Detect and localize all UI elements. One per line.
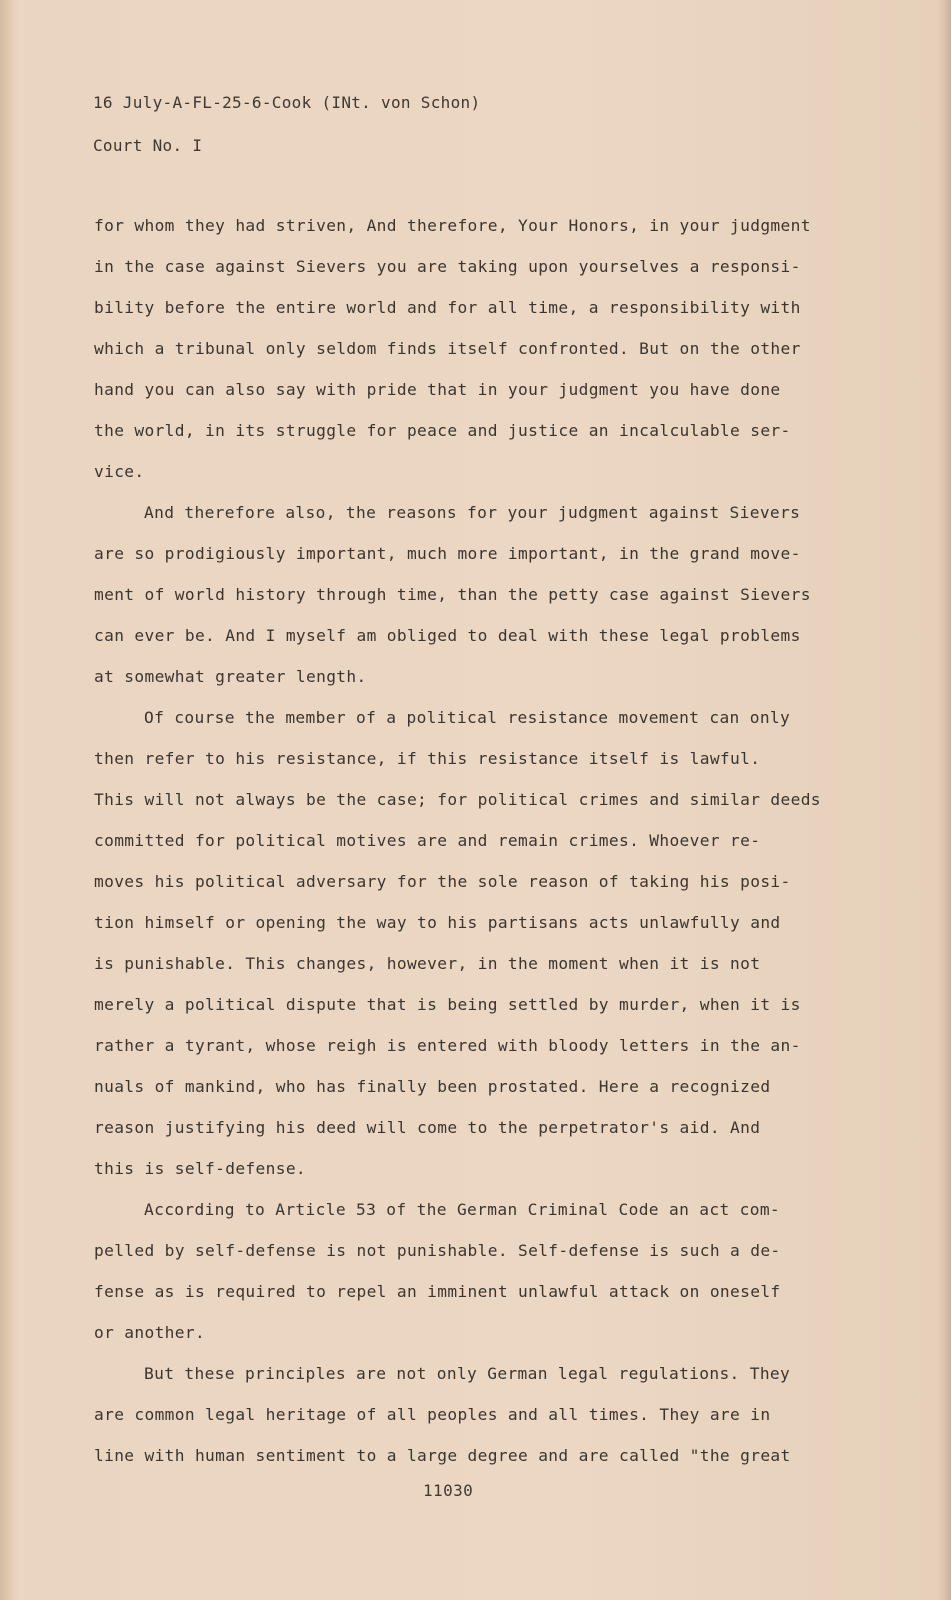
paper-right-edge: [937, 0, 951, 1600]
document-header-court: Court No. I: [93, 136, 203, 155]
text-line: tion himself or opening the way to his partisans acts unlawfully and: [94, 913, 781, 932]
paragraph-first-line: But these principles are not only German legal regulations. They: [144, 1364, 791, 1383]
text-line: hand you can also say with pride that in your judgment you have done: [94, 380, 781, 399]
text-line: for whom they had striven, And therefore, Your Honors, in your judgment: [94, 216, 811, 235]
text-line: are so prodigiously important, much more important, in the grand move-: [94, 544, 801, 563]
paper-left-edge: [0, 0, 14, 1600]
document-header-reference: 16 July-A-FL-25-6-Cook (INt. von Schon): [93, 93, 481, 112]
page-number: 11030: [423, 1481, 474, 1500]
text-line: vice.: [94, 462, 145, 481]
text-line: ment of world history through time, than the petty case against Sievers: [94, 585, 811, 604]
text-line: committed for political motives are and remain crimes. Whoever re-: [94, 831, 761, 850]
text-line: line with human sentiment to a large degree and are called "the great: [94, 1446, 791, 1465]
text-line: in the case against Sievers you are taking upon yourselves a responsi-: [94, 257, 801, 276]
text-line: This will not always be the case; for political crimes and similar deeds: [94, 790, 821, 809]
paragraph-first-line: Of course the member of a political resistance movement can only: [144, 708, 791, 727]
text-line: merely a political dispute that is being settled by murder, when it is: [94, 995, 801, 1014]
text-line: at somewhat greater length.: [94, 667, 367, 686]
text-line: this is self-defense.: [94, 1159, 307, 1178]
text-line: are common legal heritage of all peoples and all times. They are in: [94, 1405, 771, 1424]
paragraph-first-line: According to Article 53 of the German Criminal Code an act com-: [144, 1200, 781, 1219]
paragraph-first-line: And therefore also, the reasons for your judgment against Sievers: [144, 503, 801, 522]
text-line: fense as is required to repel an imminent unlawful attack on oneself: [94, 1282, 781, 1301]
text-line: rather a tyrant, whose reigh is entered with bloody letters in the an-: [94, 1036, 801, 1055]
text-line: reason justifying his deed will come to the perpetrator's aid. And: [94, 1118, 761, 1137]
text-line: bility before the entire world and for all time, a responsibility with: [94, 298, 801, 317]
text-line: then refer to his resistance, if this resistance itself is lawful.: [94, 749, 761, 768]
text-line: which a tribunal only seldom finds itself confronted. But on the other: [94, 339, 801, 358]
text-line: pelled by self-defense is not punishable. Self-defense is such a de-: [94, 1241, 781, 1260]
text-line: is punishable. This changes, however, in the moment when it is not: [94, 954, 761, 973]
text-line: moves his political adversary for the sole reason of taking his posi-: [94, 872, 791, 891]
text-line: nuals of mankind, who has finally been prostated. Here a recognized: [94, 1077, 771, 1096]
text-line: can ever be. And I myself am obliged to deal with these legal problems: [94, 626, 801, 645]
text-line: the world, in its struggle for peace and justice an incalculable ser-: [94, 421, 791, 440]
text-line: or another.: [94, 1323, 206, 1342]
